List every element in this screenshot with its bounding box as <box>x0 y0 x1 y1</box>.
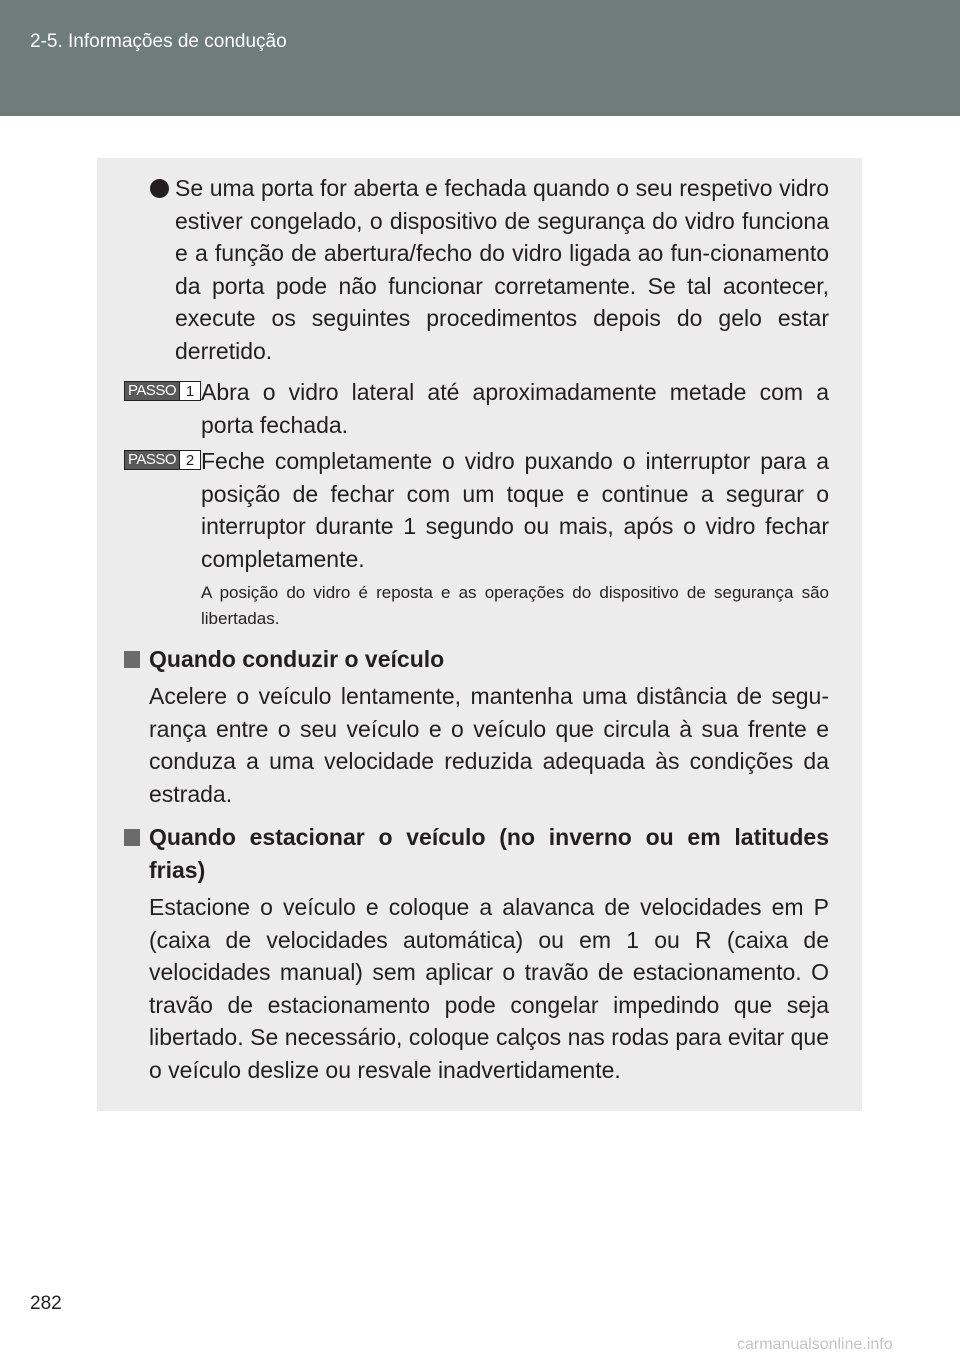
step-badge-1 <box>124 381 201 401</box>
section-body-parking: Estacione o veículo e coloque a alavanca de velocidades em P (caixa de velocidades automática) ou em 1 ou R (caixa de velocidades manual) sem aplicar o travão de estacionamento. O travão de estacionamento pode congelar impedindo que seja libertado. Se necessário, coloque calços nas rodas para evitar que o veículo deslize ou resvale inadvertidamente. <box>149 894 829 1083</box>
step-2-text: Feche completamente o vidro puxando o interruptor para a posição de fechar com um toque e continue a segurar o interruptor durante 1 segundo ou mais, após o vidro fechar completamente. <box>201 448 829 572</box>
bullet-icon <box>150 179 169 198</box>
section-title: 2-5. Informações de condução <box>30 31 287 52</box>
page-number: 282 <box>30 1293 62 1314</box>
step-label: PASSO <box>125 451 179 469</box>
step-badge-2 <box>124 450 201 470</box>
bullet-paragraph: Se uma porta for aberta e fechada quando o seu respetivo vidro estiver congelado, o dispositivo de segurança do vidro funciona e a função de abertura/fecho do vidro ligada ao fun-cionamento da porta pode não funcionar corretamente. Se tal acontecer, execute os seguintes procedimentos depois do gelo estar derretido. <box>175 175 829 364</box>
section-body-driving: Acelere o veículo lentamente, mantenha uma distância de segu-rança entre o seu veículo e o veículo que circula à sua frente e conduza a uma velocidade reduzida adequada às condições da estrada. <box>149 683 829 807</box>
step-number: 1 <box>179 382 200 400</box>
section-heading-parking: Quando estacionar o veículo (no inverno ou em latitudes frias) <box>149 824 829 883</box>
step-2-note: A posição do vidro é reposta e as operações do dispositivo de segurança são libertadas. <box>201 583 829 628</box>
step-label: PASSO <box>125 382 179 400</box>
section-heading-driving: Quando conduzir o veículo <box>149 646 445 672</box>
section-marker-icon <box>124 651 140 668</box>
watermark: carmanualsonline.info <box>737 1336 893 1353</box>
page-header <box>0 0 960 116</box>
section-marker-icon <box>124 829 140 846</box>
step-number: 2 <box>179 451 200 469</box>
step-1-text: Abra o vidro lateral até aproximadamente metade com a porta fechada. <box>201 379 829 438</box>
